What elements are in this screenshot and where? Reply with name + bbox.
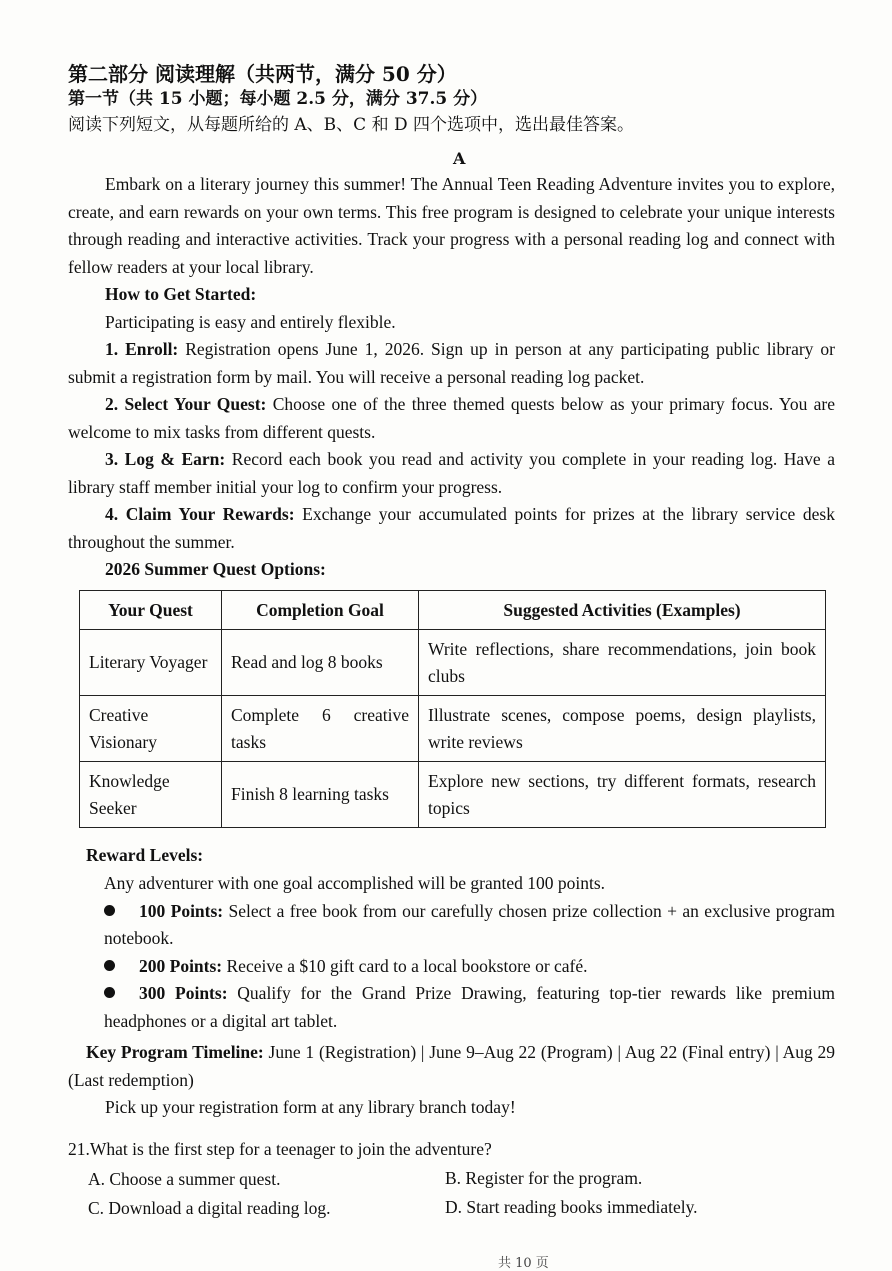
- table-cell: Creative Visionary: [80, 696, 222, 762]
- table-cell: Explore new sections, try different formats, research topics: [419, 762, 826, 828]
- closing-text: Pick up your registration form at any library branch today!: [105, 1097, 516, 1117]
- intro-paragraph: [68, 171, 835, 281]
- step-item: 2. Select Your Quest: Choose one of the three themed quests below as your primary focus. You are welcome to mix tasks from different quests.: [68, 394, 835, 442]
- section-heading: 第一节（共 15 小题；每小题 2.5 分，满分 37.5 分）: [68, 89, 488, 109]
- quests-heading: 2026 Summer Quest Options:: [105, 559, 326, 579]
- table-cell: Illustrate scenes, compose poems, design playlists, write reviews: [419, 696, 826, 762]
- part-heading: 第二部分 阅读理解（共两节，满分 50 分）: [68, 62, 457, 86]
- bullet-icon: [104, 905, 115, 916]
- page-footer: 共 10 页: [498, 1256, 549, 1271]
- option-b: B. Register for the program.: [445, 1168, 643, 1188]
- rewards-lead: Any adventurer with one goal accomplished will be granted 100 points.: [104, 873, 606, 893]
- getting-started-lead: Participating is easy and entirely flexible.: [105, 311, 396, 332]
- option-d: D. Start reading books immediately.: [445, 1197, 698, 1217]
- table-header-row: [80, 591, 826, 630]
- step-item: 1. Enroll: Registration opens June 1, 2026. Sign up in person at any participating public library or submit a registration form by mail. You will receive a personal reading log packet.: [68, 339, 835, 387]
- step-item: 3. Log & Earn: Record each book you read and activity you complete in your reading log. Have a library staff member initial your log to confirm your progress.: [68, 449, 836, 497]
- table-row: [80, 696, 826, 762]
- option-c: C. Download a digital reading log.: [88, 1198, 331, 1218]
- table-cell: Finish 8 learning tasks: [222, 762, 419, 828]
- table-cell: Complete 6 creative tasks: [222, 696, 419, 762]
- bullet-icon: [104, 960, 115, 971]
- option-a: A. Choose a summer quest.: [88, 1169, 281, 1189]
- rewards-heading: Reward Levels:: [86, 845, 204, 865]
- getting-started-heading: How to Get Started:: [105, 284, 257, 304]
- rewards-section: [86, 842, 835, 870]
- reward-level: 100 Points: Select a free book from our carefully chosen prize collection + an exclusive program notebook.: [104, 900, 836, 948]
- instruction-text: 阅读下列短文，从每题所给的 A、B、C 和 D 四个选项中，选出最佳答案。: [68, 115, 635, 135]
- timeline-section: [68, 1039, 835, 1122]
- table-cell: Read and log 8 books: [222, 630, 419, 696]
- column-header: Suggested Activities (Examples): [419, 591, 826, 630]
- table-cell: Knowledge Seeker: [80, 762, 222, 828]
- intro-text: Embark on a literary journey this summer! The Annual Teen Reading Adventure invites you to explore, create, and earn rewards on your own terms. This free program is designed to celebrate your unique interests through reading and interactive activities. Track your progress with a personal reading log and connect with fellow readers at your local library.: [68, 174, 835, 277]
- table-cell: Write reflections, share recommendations, join book clubs: [419, 630, 826, 696]
- timeline-text: Key Program Timeline: June 1 (Registration) | June 9–Aug 22 (Program) | Aug 22 (Final entry) | Aug 29 (Last redemption): [68, 1042, 835, 1090]
- reward-level: 300 Points: Qualify for the Grand Prize Drawing, featuring top-tier rewards like premium headphones or a digital art tablet.: [104, 983, 836, 1031]
- quest-options-table: [79, 590, 826, 828]
- question-stem: 21.What is the first step for a teenager to join the adventure?: [68, 1139, 492, 1159]
- table-row: [80, 630, 826, 696]
- table-row: [80, 762, 826, 828]
- column-header: Your Quest: [80, 591, 222, 630]
- column-header: Completion Goal: [222, 591, 419, 630]
- rewards-list: [104, 870, 835, 1035]
- step-item: 4. Claim Your Rewards: Exchange your accumulated points for prizes at the library service desk throughout the summer.: [68, 504, 835, 552]
- bullet-icon: [104, 987, 115, 998]
- passage-label: A: [453, 149, 466, 168]
- getting-started-section: [68, 281, 835, 584]
- reward-level: 200 Points: Receive a $10 gift card to a local bookstore or café.: [104, 953, 835, 981]
- table-cell: Literary Voyager: [80, 630, 222, 696]
